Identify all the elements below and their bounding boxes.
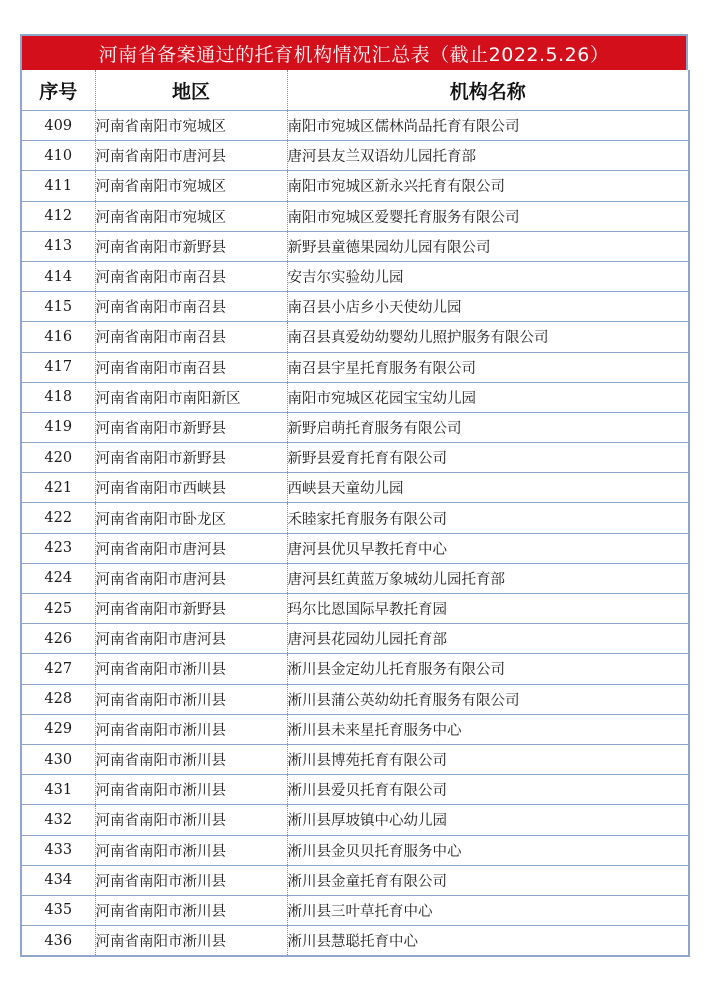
table-row [21, 473, 689, 503]
table-row [21, 412, 689, 442]
column-header-no: 序号 [21, 70, 95, 111]
table-row [21, 171, 689, 201]
table-row [21, 111, 689, 141]
institution-name-cell: 新野启萌托育服务有限公司 [287, 412, 689, 442]
region-cell: 河南省南阳市淅川县 [95, 805, 287, 835]
table-body [21, 111, 689, 957]
table-row [21, 775, 689, 805]
row-number-cell: 415 [21, 292, 95, 322]
row-number-cell: 425 [21, 594, 95, 624]
row-number-cell: 424 [21, 563, 95, 593]
table-row [21, 443, 689, 473]
region-cell: 河南省南阳市西峡县 [95, 473, 287, 503]
row-number-cell: 426 [21, 624, 95, 654]
region-cell: 河南省南阳市淅川县 [95, 654, 287, 684]
institution-name-cell: 南阳市宛城区花园宝宝幼儿园 [287, 382, 689, 412]
region-cell: 河南省南阳市淅川县 [95, 744, 287, 774]
institution-name-cell: 南阳市宛城区儒林尚品托育有限公司 [287, 111, 689, 141]
table-row [21, 744, 689, 774]
institution-name-cell: 唐河县友兰双语幼儿园托育部 [287, 141, 689, 171]
region-cell: 河南省南阳市南召县 [95, 322, 287, 352]
region-cell: 河南省南阳市淅川县 [95, 865, 287, 895]
row-number-cell: 421 [21, 473, 95, 503]
row-number-cell: 409 [21, 111, 95, 141]
region-cell: 河南省南阳市淅川县 [95, 835, 287, 865]
row-number-cell: 429 [21, 714, 95, 744]
table-row [21, 141, 689, 171]
row-number-cell: 436 [21, 926, 95, 957]
table-row [21, 563, 689, 593]
institution-name-cell: 淅川县博苑托育有限公司 [287, 744, 689, 774]
table-row [21, 594, 689, 624]
region-cell: 河南省南阳市南召县 [95, 292, 287, 322]
institution-name-cell: 南召县宇星托育服务有限公司 [287, 352, 689, 382]
institution-name-cell: 新野县爱育托育有限公司 [287, 443, 689, 473]
institution-name-cell: 淅川县金童托育有限公司 [287, 865, 689, 895]
table-row [21, 895, 689, 925]
region-cell: 河南省南阳市宛城区 [95, 111, 287, 141]
institution-name-cell: 南阳市宛城区爱婴托育服务有限公司 [287, 201, 689, 231]
table-row [21, 352, 689, 382]
row-number-cell: 423 [21, 533, 95, 563]
institution-name-cell: 安吉尔实验幼儿园 [287, 261, 689, 291]
row-number-cell: 430 [21, 744, 95, 774]
region-cell: 河南省南阳市唐河县 [95, 141, 287, 171]
table-row [21, 654, 689, 684]
region-cell: 河南省南阳市新野县 [95, 443, 287, 473]
table-row [21, 805, 689, 835]
institution-name-cell: 淅川县爱贝托育有限公司 [287, 775, 689, 805]
table-title: 河南省备案通过的托育机构情况汇总表（截止2022.5.26） [20, 34, 688, 70]
institution-name-cell: 淅川县金定幼儿托育服务有限公司 [287, 654, 689, 684]
row-number-cell: 431 [21, 775, 95, 805]
region-cell: 河南省南阳市唐河县 [95, 533, 287, 563]
row-number-cell: 432 [21, 805, 95, 835]
table-row [21, 201, 689, 231]
table-row [21, 624, 689, 654]
institution-name-cell: 淅川县三叶草托育中心 [287, 895, 689, 925]
table-row [21, 292, 689, 322]
region-cell: 河南省南阳市宛城区 [95, 171, 287, 201]
institution-name-cell: 南阳市宛城区新永兴托育有限公司 [287, 171, 689, 201]
table-row [21, 231, 689, 261]
table-row [21, 533, 689, 563]
header-row [21, 70, 689, 111]
institution-name-cell: 南召县小店乡小天使幼儿园 [287, 292, 689, 322]
table-row [21, 684, 689, 714]
records-table [20, 70, 690, 957]
institution-name-cell: 淅川县厚坡镇中心幼儿园 [287, 805, 689, 835]
region-cell: 河南省南阳市南召县 [95, 261, 287, 291]
region-cell: 河南省南阳市淅川县 [95, 895, 287, 925]
row-number-cell: 410 [21, 141, 95, 171]
institution-name-cell: 新野县童德果园幼儿园有限公司 [287, 231, 689, 261]
column-header-region: 地区 [95, 70, 287, 111]
institution-name-cell: 淅川县蒲公英幼幼托育服务有限公司 [287, 684, 689, 714]
table-row [21, 714, 689, 744]
table-row [21, 503, 689, 533]
row-number-cell: 411 [21, 171, 95, 201]
institution-name-cell: 禾睦家托育服务有限公司 [287, 503, 689, 533]
row-number-cell: 417 [21, 352, 95, 382]
region-cell: 河南省南阳市南召县 [95, 352, 287, 382]
row-number-cell: 412 [21, 201, 95, 231]
institution-name-cell: 淅川县慧聪托育中心 [287, 926, 689, 957]
row-number-cell: 435 [21, 895, 95, 925]
region-cell: 河南省南阳市宛城区 [95, 201, 287, 231]
institution-name-cell: 西峡县天童幼儿园 [287, 473, 689, 503]
region-cell: 河南省南阳市新野县 [95, 412, 287, 442]
institution-name-cell: 淅川县未来星托育服务中心 [287, 714, 689, 744]
row-number-cell: 413 [21, 231, 95, 261]
row-number-cell: 433 [21, 835, 95, 865]
row-number-cell: 420 [21, 443, 95, 473]
institution-name-cell: 唐河县花园幼儿园托育部 [287, 624, 689, 654]
region-cell: 河南省南阳市新野县 [95, 231, 287, 261]
region-cell: 河南省南阳市唐河县 [95, 563, 287, 593]
institution-name-cell: 唐河县优贝早教托育中心 [287, 533, 689, 563]
region-cell: 河南省南阳市新野县 [95, 594, 287, 624]
region-cell: 河南省南阳市淅川县 [95, 684, 287, 714]
table-row [21, 382, 689, 412]
column-header-name: 机构名称 [287, 70, 689, 111]
region-cell: 河南省南阳市淅川县 [95, 926, 287, 957]
region-cell: 河南省南阳市淅川县 [95, 775, 287, 805]
table-row [21, 322, 689, 352]
table-row [21, 835, 689, 865]
institution-name-cell: 唐河县红黄蓝万象城幼儿园托育部 [287, 563, 689, 593]
row-number-cell: 427 [21, 654, 95, 684]
region-cell: 河南省南阳市淅川县 [95, 714, 287, 744]
row-number-cell: 428 [21, 684, 95, 714]
table-row [21, 926, 689, 957]
row-number-cell: 422 [21, 503, 95, 533]
row-number-cell: 418 [21, 382, 95, 412]
institution-name-cell: 玛尔比恩国际早教托育园 [287, 594, 689, 624]
summary-sheet [20, 34, 688, 957]
institution-name-cell: 淅川县金贝贝托育服务中心 [287, 835, 689, 865]
region-cell: 河南省南阳市南阳新区 [95, 382, 287, 412]
region-cell: 河南省南阳市卧龙区 [95, 503, 287, 533]
table-row [21, 865, 689, 895]
table-row [21, 261, 689, 291]
row-number-cell: 419 [21, 412, 95, 442]
row-number-cell: 416 [21, 322, 95, 352]
institution-name-cell: 南召县真爱幼幼婴幼儿照护服务有限公司 [287, 322, 689, 352]
region-cell: 河南省南阳市唐河县 [95, 624, 287, 654]
row-number-cell: 414 [21, 261, 95, 291]
row-number-cell: 434 [21, 865, 95, 895]
